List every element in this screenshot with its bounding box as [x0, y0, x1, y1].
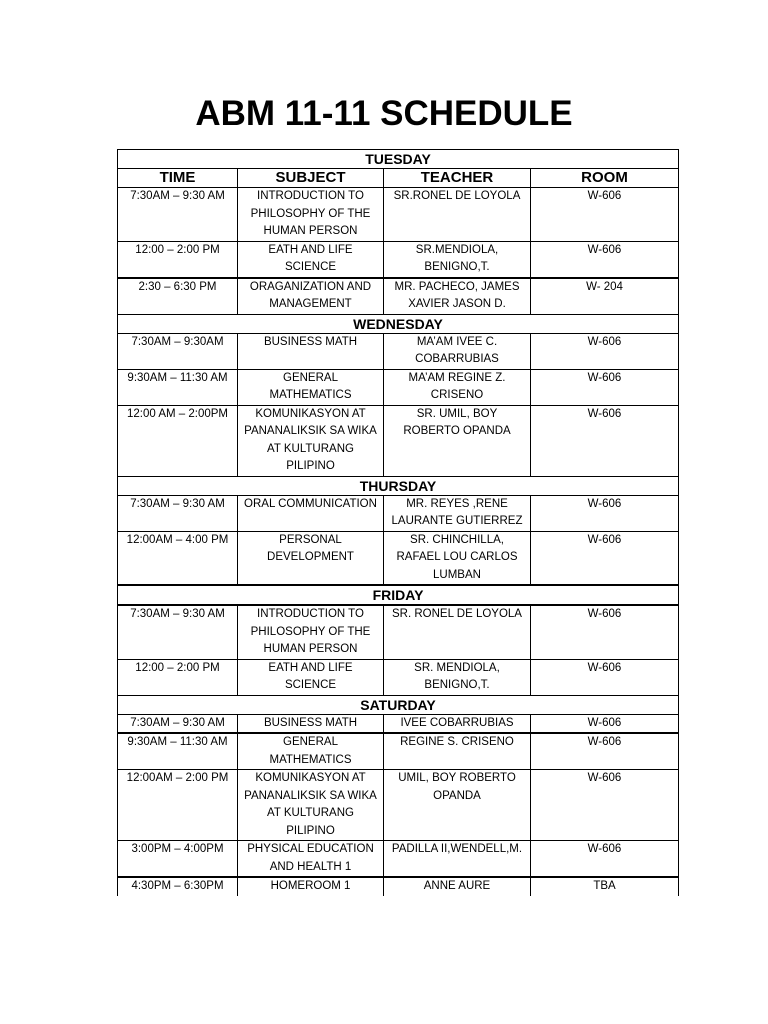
schedule-row — [118, 770, 679, 841]
subject-cell: KOMUNIKASYON AT PANANALIKSIK SA WIKA AT KULTURANG PILIPINO — [238, 405, 384, 476]
page-title: ABM 11-11 SCHEDULE — [195, 94, 573, 133]
room-cell: W-606 — [531, 770, 679, 841]
time-cell: 9:30AM – 11:30 AM — [118, 369, 238, 405]
column-header-row — [118, 169, 679, 188]
teacher-cell: MA’AM IVEE C. COBARRUBIAS — [384, 333, 531, 369]
teacher-cell: PADILLA II,WENDELL,M. — [384, 841, 531, 878]
room-cell: W- 204 — [531, 278, 679, 315]
subject-cell: EATH AND LIFE SCIENCE — [238, 241, 384, 278]
subject-cell: ORAL COMMUNICATION — [238, 495, 384, 531]
time-cell: 2:30 – 6:30 PM — [118, 278, 238, 315]
schedule-row — [118, 495, 679, 531]
room-cell: W-606 — [531, 531, 679, 585]
room-cell: W-606 — [531, 659, 679, 695]
schedule-row — [118, 733, 679, 770]
time-cell: 7:30AM – 9:30 AM — [118, 495, 238, 531]
day-header-row — [118, 695, 679, 714]
teacher-cell: SR. UMIL, BOY ROBERTO OPANDA — [384, 405, 531, 476]
schedule-row — [118, 841, 679, 878]
subject-cell: ORAGANIZATION AND MANAGEMENT — [238, 278, 384, 315]
schedule-row — [118, 714, 679, 733]
room-cell: W-606 — [531, 733, 679, 770]
teacher-cell: UMIL, BOY ROBERTO OPANDA — [384, 770, 531, 841]
room-cell: W-606 — [531, 188, 679, 242]
room-cell: W-606 — [531, 714, 679, 733]
subject-cell: BUSINESS MATH — [238, 714, 384, 733]
time-cell: 12:00AM – 2:00 PM — [118, 770, 238, 841]
day-name: SATURDAY — [118, 695, 679, 714]
schedule-table — [117, 149, 679, 896]
day-header-row — [118, 314, 679, 333]
time-cell: 3:00PM – 4:00PM — [118, 841, 238, 878]
subject-cell: GENERAL MATHEMATICS — [238, 733, 384, 770]
time-cell: 7:30AM – 9:30 AM — [118, 605, 238, 659]
subject-cell: BUSINESS MATH — [238, 333, 384, 369]
time-cell: 12:00AM – 4:00 PM — [118, 531, 238, 585]
room-cell: W-606 — [531, 605, 679, 659]
teacher-cell: SR.MENDIOLA, BENIGNO,T. — [384, 241, 531, 278]
column-header-room: ROOM — [531, 169, 679, 188]
day-name: FRIDAY — [118, 585, 679, 605]
column-header-time: TIME — [118, 169, 238, 188]
subject-cell: INTRODUCTION TO PHILOSOPHY OF THE HUMAN PERSON — [238, 188, 384, 242]
teacher-cell: MR. PACHECO, JAMES XAVIER JASON D. — [384, 278, 531, 315]
subject-cell: INTRODUCTION TO PHILOSOPHY OF THE HUMAN PERSON — [238, 605, 384, 659]
room-cell: W-606 — [531, 841, 679, 878]
schedule-row — [118, 405, 679, 476]
teacher-cell: SR. MENDIOLA, BENIGNO,T. — [384, 659, 531, 695]
room-cell: W-606 — [531, 333, 679, 369]
room-cell: W-606 — [531, 405, 679, 476]
schedule-row — [118, 531, 679, 585]
schedule-row — [118, 333, 679, 369]
day-header-row — [118, 150, 679, 169]
subject-cell: HOMEROOM 1 — [238, 877, 384, 896]
teacher-cell: IVEE COBARRUBIAS — [384, 714, 531, 733]
subject-cell: EATH AND LIFE SCIENCE — [238, 659, 384, 695]
teacher-cell: REGINE S. CRISENO — [384, 733, 531, 770]
subject-cell: PERSONAL DEVELOPMENT — [238, 531, 384, 585]
subject-cell: PHYSICAL EDUCATION AND HEALTH 1 — [238, 841, 384, 878]
time-cell: 7:30AM – 9:30AM — [118, 333, 238, 369]
schedule-row — [118, 369, 679, 405]
column-header-subject: SUBJECT — [238, 169, 384, 188]
schedule-row — [118, 877, 679, 896]
teacher-cell: SR. RONEL DE LOYOLA — [384, 605, 531, 659]
teacher-cell: SR.RONEL DE LOYOLA — [384, 188, 531, 242]
teacher-cell: ANNE AURE — [384, 877, 531, 896]
teacher-cell: MR. REYES ,RENE LAURANTE GUTIERREZ — [384, 495, 531, 531]
teacher-cell: MA’AM REGINE Z. CRISENO — [384, 369, 531, 405]
day-name: TUESDAY — [118, 150, 679, 169]
day-header-row — [118, 585, 679, 605]
schedule-row — [118, 659, 679, 695]
room-cell: TBA — [531, 877, 679, 896]
time-cell: 4:30PM – 6:30PM — [118, 877, 238, 896]
time-cell: 7:30AM – 9:30 AM — [118, 714, 238, 733]
room-cell: W-606 — [531, 495, 679, 531]
day-header-row — [118, 476, 679, 495]
subject-cell: KOMUNIKASYON AT PANANALIKSIK SA WIKA AT KULTURANG PILIPINO — [238, 770, 384, 841]
column-header-teacher: TEACHER — [384, 169, 531, 188]
time-cell: 7:30AM – 9:30 AM — [118, 188, 238, 242]
subject-cell: GENERAL MATHEMATICS — [238, 369, 384, 405]
day-name: THURSDAY — [118, 476, 679, 495]
time-cell: 12:00 AM – 2:00PM — [118, 405, 238, 476]
time-cell: 12:00 – 2:00 PM — [118, 659, 238, 695]
schedule-row — [118, 605, 679, 659]
schedule-row — [118, 241, 679, 278]
room-cell: W-606 — [531, 369, 679, 405]
schedule-row — [118, 278, 679, 315]
teacher-cell: SR. CHINCHILLA, RAFAEL LOU CARLOS LUMBAN — [384, 531, 531, 585]
room-cell: W-606 — [531, 241, 679, 278]
time-cell: 12:00 – 2:00 PM — [118, 241, 238, 278]
schedule-row — [118, 188, 679, 242]
day-name: WEDNESDAY — [118, 314, 679, 333]
time-cell: 9:30AM – 11:30 AM — [118, 733, 238, 770]
